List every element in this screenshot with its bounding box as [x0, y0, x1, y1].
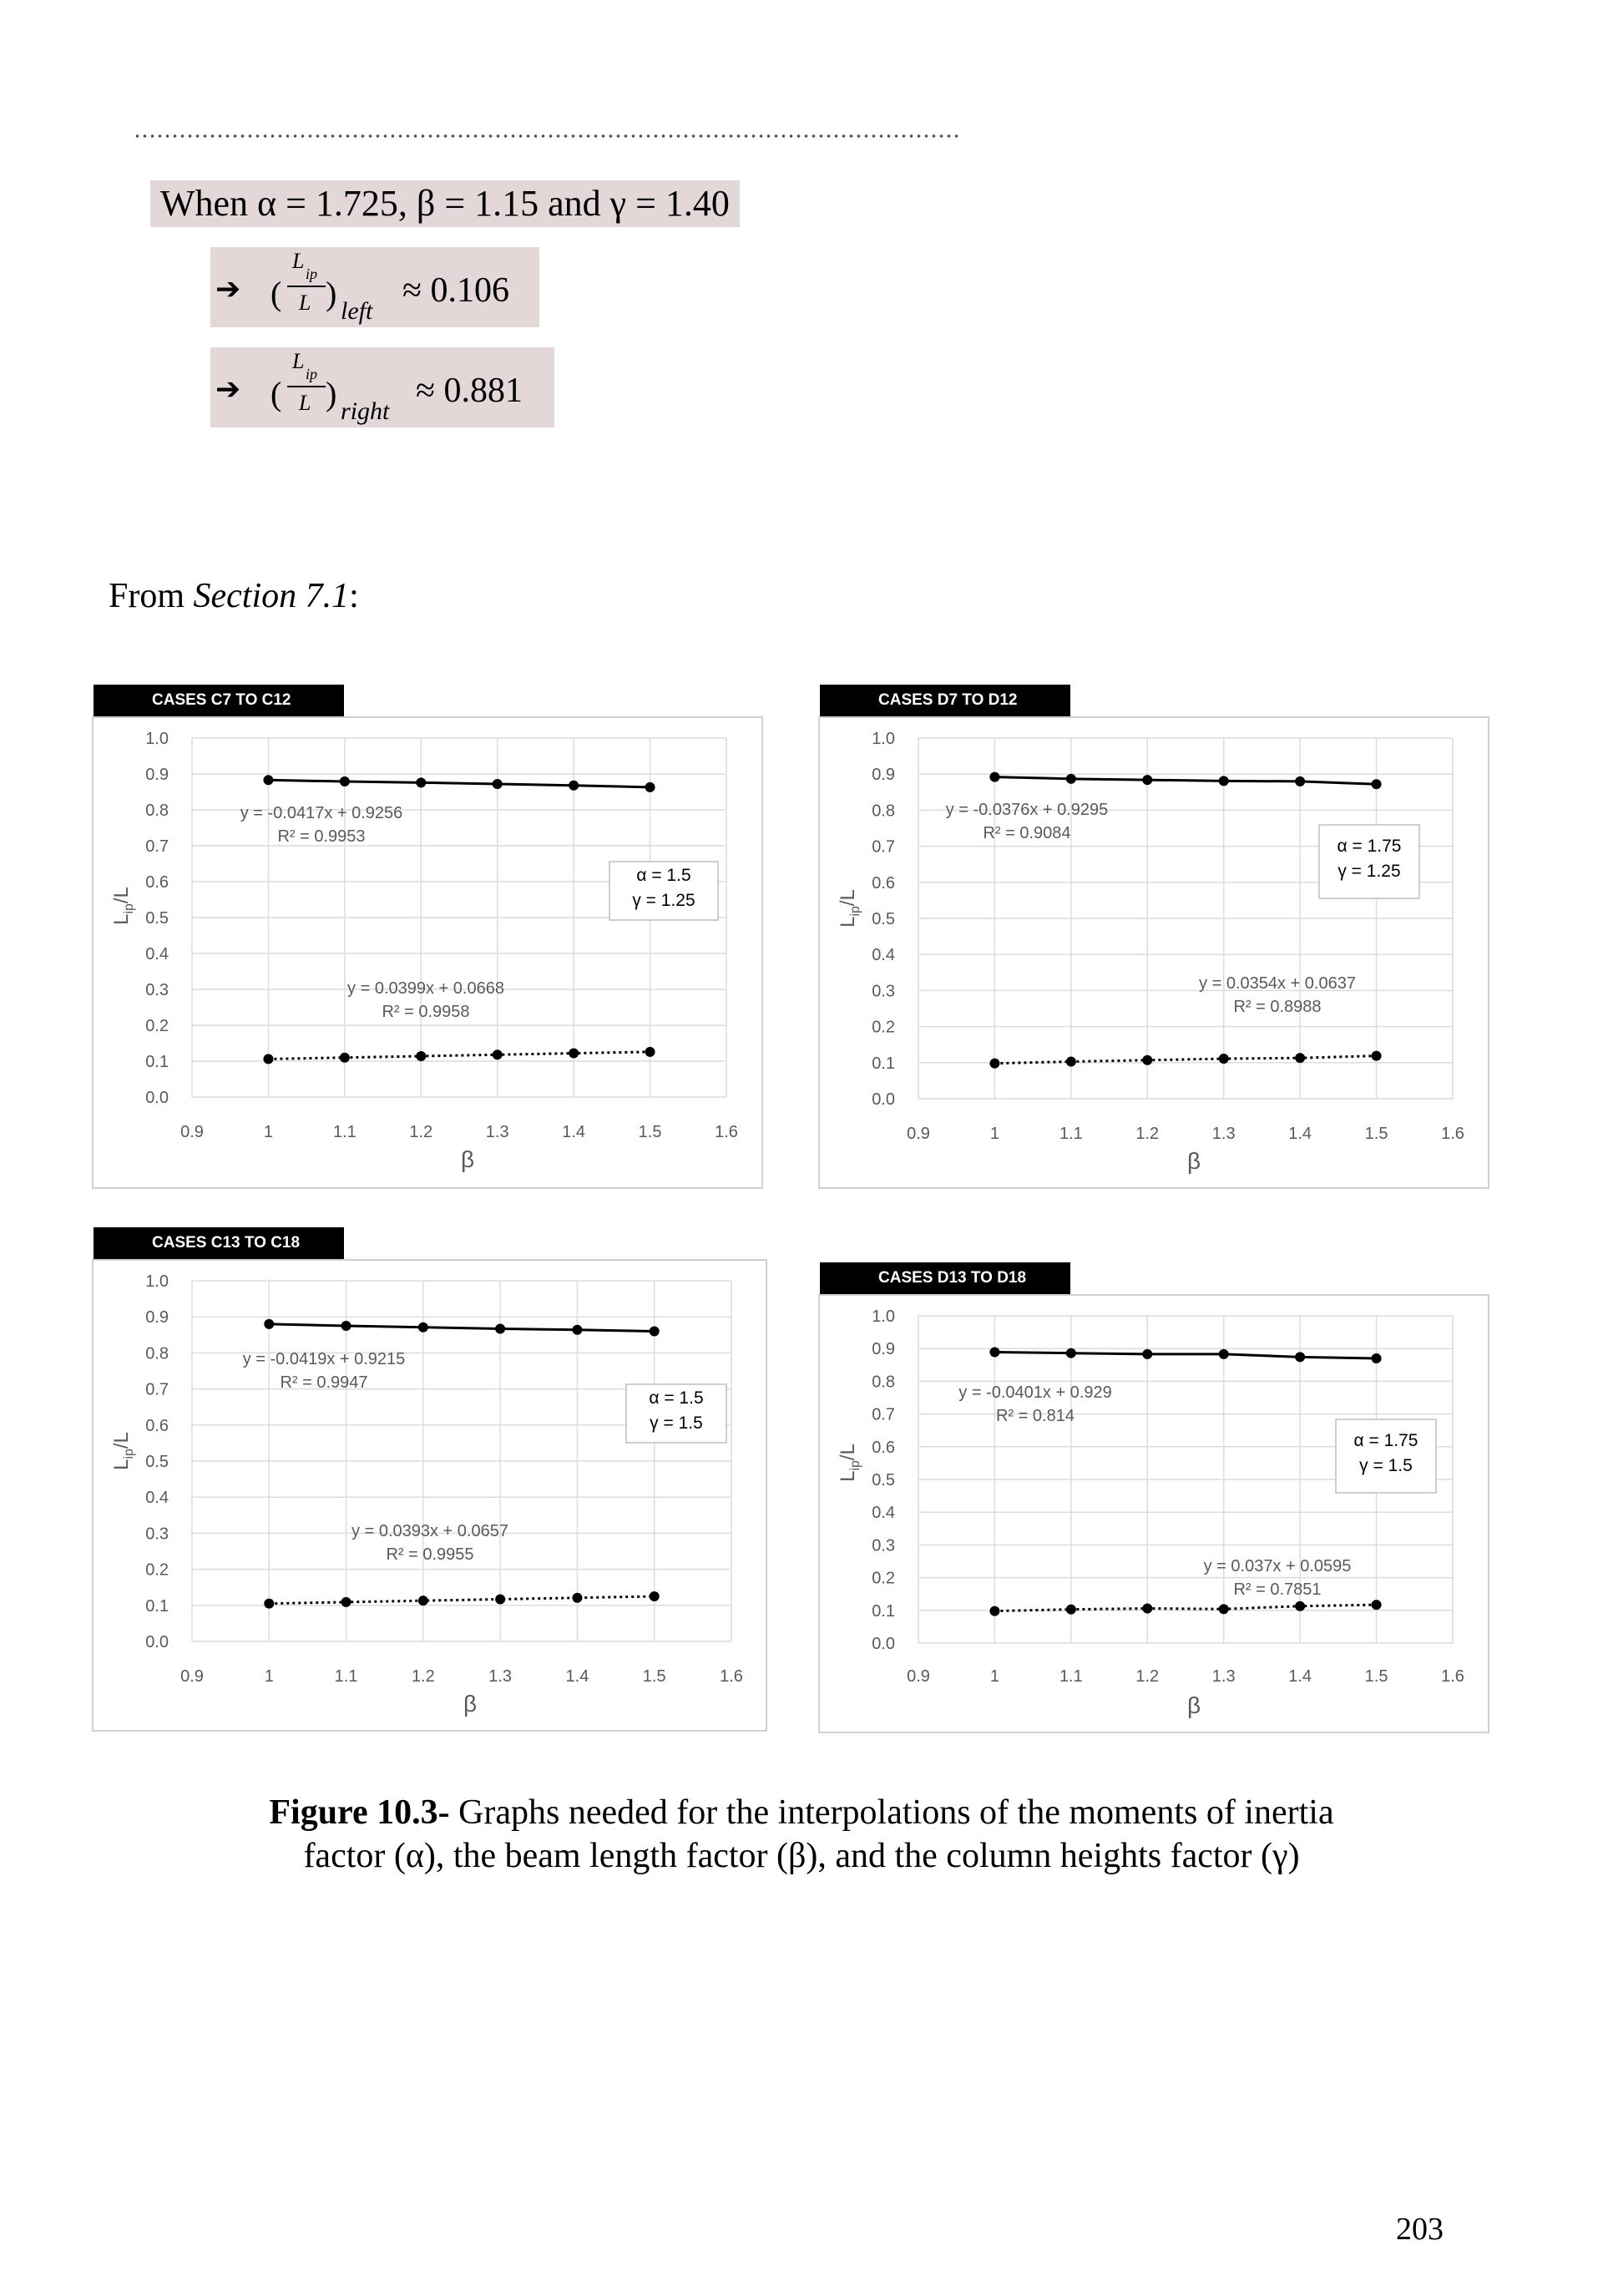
trendline-equation: y = -0.0417x + 0.9256	[240, 804, 403, 822]
x-tick-label: 1.3	[1211, 1125, 1236, 1143]
upper-series-line	[994, 777, 1376, 785]
data-point	[569, 1049, 579, 1059]
trendline-equation: y = 0.037x + 0.0595	[1203, 1557, 1352, 1575]
data-point	[1295, 1053, 1305, 1063]
data-point	[416, 1051, 426, 1061]
result-side: right	[341, 397, 390, 425]
x-tick-label: 1.4	[565, 1667, 589, 1686]
y-tick-label: 0.9	[872, 1340, 895, 1359]
y-tick-label: 0.9	[872, 766, 895, 785]
from-label: From	[109, 577, 194, 615]
y-tick-label: 0.7	[145, 1380, 169, 1399]
y-tick-label: 0.1	[145, 1053, 169, 1071]
y-tick-label: 0.1	[872, 1054, 895, 1073]
y-axis-label: $L_{ip}/L$	[110, 1432, 136, 1470]
trendline-r2: R² = 0.9955	[386, 1545, 474, 1564]
chart-svg	[818, 1262, 1486, 1730]
x-axis-label: β	[1186, 1692, 1201, 1718]
y-tick-label: 0.3	[872, 982, 895, 1001]
data-point	[1142, 1603, 1152, 1613]
chart-svg	[92, 685, 760, 1186]
data-point	[495, 1323, 505, 1333]
x-tick-label: 1.1	[1059, 1125, 1083, 1143]
chart-tag: CASES C13 TO C18	[94, 1227, 344, 1259]
y-tick-label: 0.0	[872, 1635, 895, 1653]
y-tick-label: 1.0	[145, 1272, 169, 1291]
data-point	[989, 772, 999, 782]
trendline-r2: R² = 0.9953	[277, 827, 366, 846]
x-tick-label: 0.9	[180, 1123, 204, 1141]
parameter-label: α = 1.75	[1353, 1431, 1418, 1450]
data-point	[569, 781, 579, 791]
data-point	[1295, 1601, 1305, 1611]
data-point	[341, 1597, 351, 1607]
frac-numerator: L	[292, 349, 305, 373]
chart-svg	[818, 685, 1486, 1186]
data-point	[1066, 1348, 1076, 1358]
x-axis-label: β	[463, 1691, 478, 1717]
data-point	[650, 1326, 660, 1336]
parameter-label: α = 1.5	[649, 1388, 704, 1408]
dotted-separator	[134, 134, 960, 139]
data-point	[340, 1053, 350, 1063]
data-point	[264, 1599, 274, 1609]
data-point	[645, 1047, 655, 1057]
trendline-r2: R² = 0.814	[996, 1407, 1075, 1425]
y-tick-label: 0.3	[145, 1525, 169, 1544]
x-tick-label: 1.4	[1288, 1667, 1312, 1686]
x-tick-label: 1	[989, 1667, 999, 1686]
y-axis-label: $L_{ip}/L$	[110, 887, 136, 925]
frac-numerator-sub: ip	[306, 266, 318, 282]
y-tick-label: 0.3	[872, 1536, 895, 1555]
x-tick-label: 1.1	[1059, 1667, 1083, 1686]
chart-svg	[92, 1227, 764, 1728]
data-point	[1142, 775, 1152, 785]
x-tick-label: 1.1	[332, 1123, 357, 1141]
data-point	[263, 775, 273, 785]
x-tick-label: 1.6	[1441, 1125, 1464, 1143]
data-point	[1219, 776, 1229, 786]
data-point	[418, 1322, 428, 1333]
data-point	[340, 776, 350, 786]
caption-line-2: factor (α), the beam length factor (β), and the column heights factor (γ)	[303, 1837, 1300, 1875]
data-point	[495, 1594, 505, 1604]
chart-tag: CASES D7 TO D12	[820, 685, 1070, 716]
x-tick-label: 1.4	[562, 1123, 586, 1141]
arrow-right-icon: ➔	[215, 272, 241, 306]
data-point	[989, 1606, 999, 1616]
trendline-r2: R² = 0.7851	[1233, 1580, 1322, 1599]
y-tick-label: 0.0	[145, 1089, 169, 1107]
y-tick-label: 0.6	[145, 873, 169, 892]
y-tick-label: 0.2	[145, 1560, 169, 1580]
data-point	[264, 1319, 274, 1329]
parameter-label: γ = 1.25	[632, 891, 695, 910]
frac-denominator: L	[299, 291, 311, 315]
y-tick-label: 1.0	[872, 730, 895, 748]
trendline-equation: y = -0.0419x + 0.9215	[242, 1350, 406, 1368]
data-point	[1372, 1353, 1382, 1363]
x-tick-label: 1.3	[485, 1123, 509, 1141]
y-tick-label: 0.2	[872, 1018, 895, 1037]
upper-series-line	[268, 780, 650, 787]
y-tick-label: 0.9	[145, 1308, 169, 1328]
data-point	[1142, 1055, 1152, 1065]
y-tick-label: 0.6	[145, 1416, 169, 1435]
parameter-label: γ = 1.5	[1359, 1456, 1413, 1475]
data-point	[645, 782, 655, 792]
x-tick-label: 1	[264, 1667, 274, 1686]
data-point	[989, 1348, 999, 1358]
x-tick-label: 1.2	[411, 1667, 435, 1686]
x-tick-label: 1.1	[334, 1667, 358, 1686]
chart-tag: CASES C7 TO C12	[94, 685, 344, 716]
y-tick-label: 1.0	[872, 1307, 895, 1326]
lower-series-line	[268, 1052, 650, 1059]
data-point	[572, 1593, 582, 1603]
y-tick-label: 0.2	[872, 1569, 895, 1588]
result-value: ≈ 0.106	[402, 271, 510, 310]
figure-caption	[0, 1791, 1603, 1878]
given-values: When α = 1.725, β = 1.15 and γ = 1.40	[150, 180, 740, 227]
y-tick-label: 0.5	[872, 910, 895, 928]
parameter-label: γ = 1.5	[650, 1414, 703, 1433]
y-tick-label: 0.4	[872, 946, 895, 965]
data-point	[989, 1059, 999, 1069]
y-axis-label: $L_{ip}/L$	[837, 1444, 862, 1482]
data-point	[1372, 1051, 1382, 1061]
y-tick-label: 0.4	[872, 1504, 895, 1523]
y-tick-label: 0.8	[145, 802, 169, 820]
chart-tag: CASES D13 TO D18	[820, 1262, 1070, 1294]
y-tick-label: 0.4	[145, 1489, 169, 1508]
result-left: ( L ip L ) left ≈ 0.106	[271, 249, 510, 325]
x-tick-label: 1.6	[720, 1667, 743, 1686]
trendline-r2: R² = 0.8988	[1233, 998, 1322, 1016]
trendline-equation: y = 0.0393x + 0.0657	[351, 1522, 508, 1540]
y-tick-label: 0.4	[145, 945, 169, 963]
data-point	[1066, 1057, 1076, 1067]
y-tick-label: 0.8	[872, 802, 895, 821]
x-tick-label: 1.2	[1135, 1667, 1160, 1686]
from-section-line	[109, 576, 359, 616]
upper-series-line	[994, 1353, 1376, 1358]
y-tick-label: 0.8	[872, 1373, 895, 1392]
trendline-r2: R² = 0.9958	[382, 1003, 470, 1021]
x-tick-label: 1	[989, 1125, 999, 1143]
x-tick-label: 1.5	[1364, 1125, 1388, 1143]
result-right: ( L ip L ) right ≈ 0.881	[271, 349, 523, 425]
x-tick-label: 0.9	[907, 1667, 930, 1686]
data-point	[1142, 1349, 1152, 1359]
arrow-right-icon: ➔	[215, 372, 241, 407]
data-point	[493, 779, 503, 789]
data-point	[1295, 776, 1305, 786]
frac-numerator: L	[292, 249, 305, 273]
y-tick-label: 0.1	[145, 1596, 169, 1616]
x-tick-label: 0.9	[180, 1667, 204, 1686]
y-tick-label: 0.6	[872, 1438, 895, 1457]
result-value: ≈ 0.881	[416, 372, 523, 410]
trendline-equation: y = -0.0401x + 0.929	[958, 1383, 1112, 1402]
data-point	[493, 1049, 503, 1059]
data-point	[1372, 1600, 1382, 1610]
y-tick-label: 0.5	[145, 1453, 169, 1471]
y-tick-label: 1.0	[145, 730, 169, 748]
from-colon: :	[349, 577, 359, 615]
y-axis-label: $L_{ip}/L$	[837, 889, 862, 928]
y-tick-label: 0.1	[872, 1601, 895, 1621]
data-point	[572, 1325, 582, 1335]
x-tick-label: 1.5	[1364, 1667, 1388, 1686]
y-tick-label: 0.7	[872, 1405, 895, 1424]
data-point	[1219, 1054, 1229, 1064]
trendline-equation: y = 0.0354x + 0.0637	[1199, 974, 1356, 993]
data-point	[1066, 1605, 1076, 1615]
data-point	[1295, 1352, 1305, 1362]
y-tick-label: 0.0	[145, 1633, 169, 1651]
y-tick-label: 0.8	[145, 1344, 169, 1363]
data-point	[416, 777, 426, 787]
x-tick-label: 1.3	[1211, 1667, 1236, 1686]
y-tick-label: 0.0	[872, 1090, 895, 1109]
x-axis-label: β	[1186, 1148, 1201, 1174]
data-point	[1372, 779, 1382, 789]
data-point	[1219, 1604, 1229, 1614]
y-tick-label: 0.2	[145, 1017, 169, 1035]
x-tick-label: 1.6	[1441, 1667, 1464, 1686]
y-tick-label: 0.7	[872, 837, 895, 857]
caption-line-1: Graphs needed for the interpolations of the moments of inertia	[449, 1793, 1334, 1832]
data-point	[1219, 1349, 1229, 1359]
y-tick-label: 0.9	[145, 766, 169, 784]
x-tick-label: 1.2	[409, 1123, 433, 1141]
parameter-label: α = 1.75	[1337, 837, 1402, 856]
result-side: left	[341, 297, 373, 325]
trendline-equation: y = 0.0399x + 0.0668	[347, 979, 504, 998]
y-tick-label: 0.5	[145, 909, 169, 928]
section-ref: Section 7.1	[193, 577, 350, 615]
upper-series-line	[269, 1324, 654, 1332]
x-tick-label: 1.4	[1288, 1125, 1312, 1143]
data-point	[1066, 774, 1076, 784]
x-tick-label: 1.5	[638, 1123, 662, 1141]
x-tick-label: 1.2	[1135, 1125, 1160, 1143]
x-tick-label: 0.9	[907, 1125, 930, 1143]
trendline-r2: R² = 0.9947	[280, 1373, 368, 1392]
figure-label: Figure 10.3-	[269, 1793, 450, 1832]
data-point	[418, 1596, 428, 1606]
x-tick-label: 1.6	[715, 1123, 738, 1141]
parameter-label: α = 1.5	[636, 866, 691, 885]
y-tick-label: 0.3	[145, 981, 169, 999]
trendline-r2: R² = 0.9084	[983, 824, 1071, 842]
frac-numerator-sub: ip	[306, 366, 318, 382]
data-point	[263, 1054, 273, 1064]
data-point	[341, 1321, 351, 1331]
lower-series-line	[269, 1596, 654, 1604]
parameter-label: γ = 1.25	[1338, 862, 1401, 881]
trendline-equation: y = -0.0376x + 0.9295	[945, 801, 1109, 819]
y-tick-label: 0.5	[872, 1471, 895, 1489]
x-tick-label: 1	[263, 1123, 273, 1141]
frac-denominator: L	[299, 391, 311, 415]
y-tick-label: 0.7	[145, 837, 169, 856]
data-point	[650, 1591, 660, 1601]
x-tick-label: 1.3	[488, 1667, 513, 1686]
x-axis-label: β	[460, 1146, 475, 1172]
y-tick-label: 0.6	[872, 873, 895, 893]
page-number: 203	[1396, 2212, 1444, 2247]
x-tick-label: 1.5	[642, 1667, 666, 1686]
